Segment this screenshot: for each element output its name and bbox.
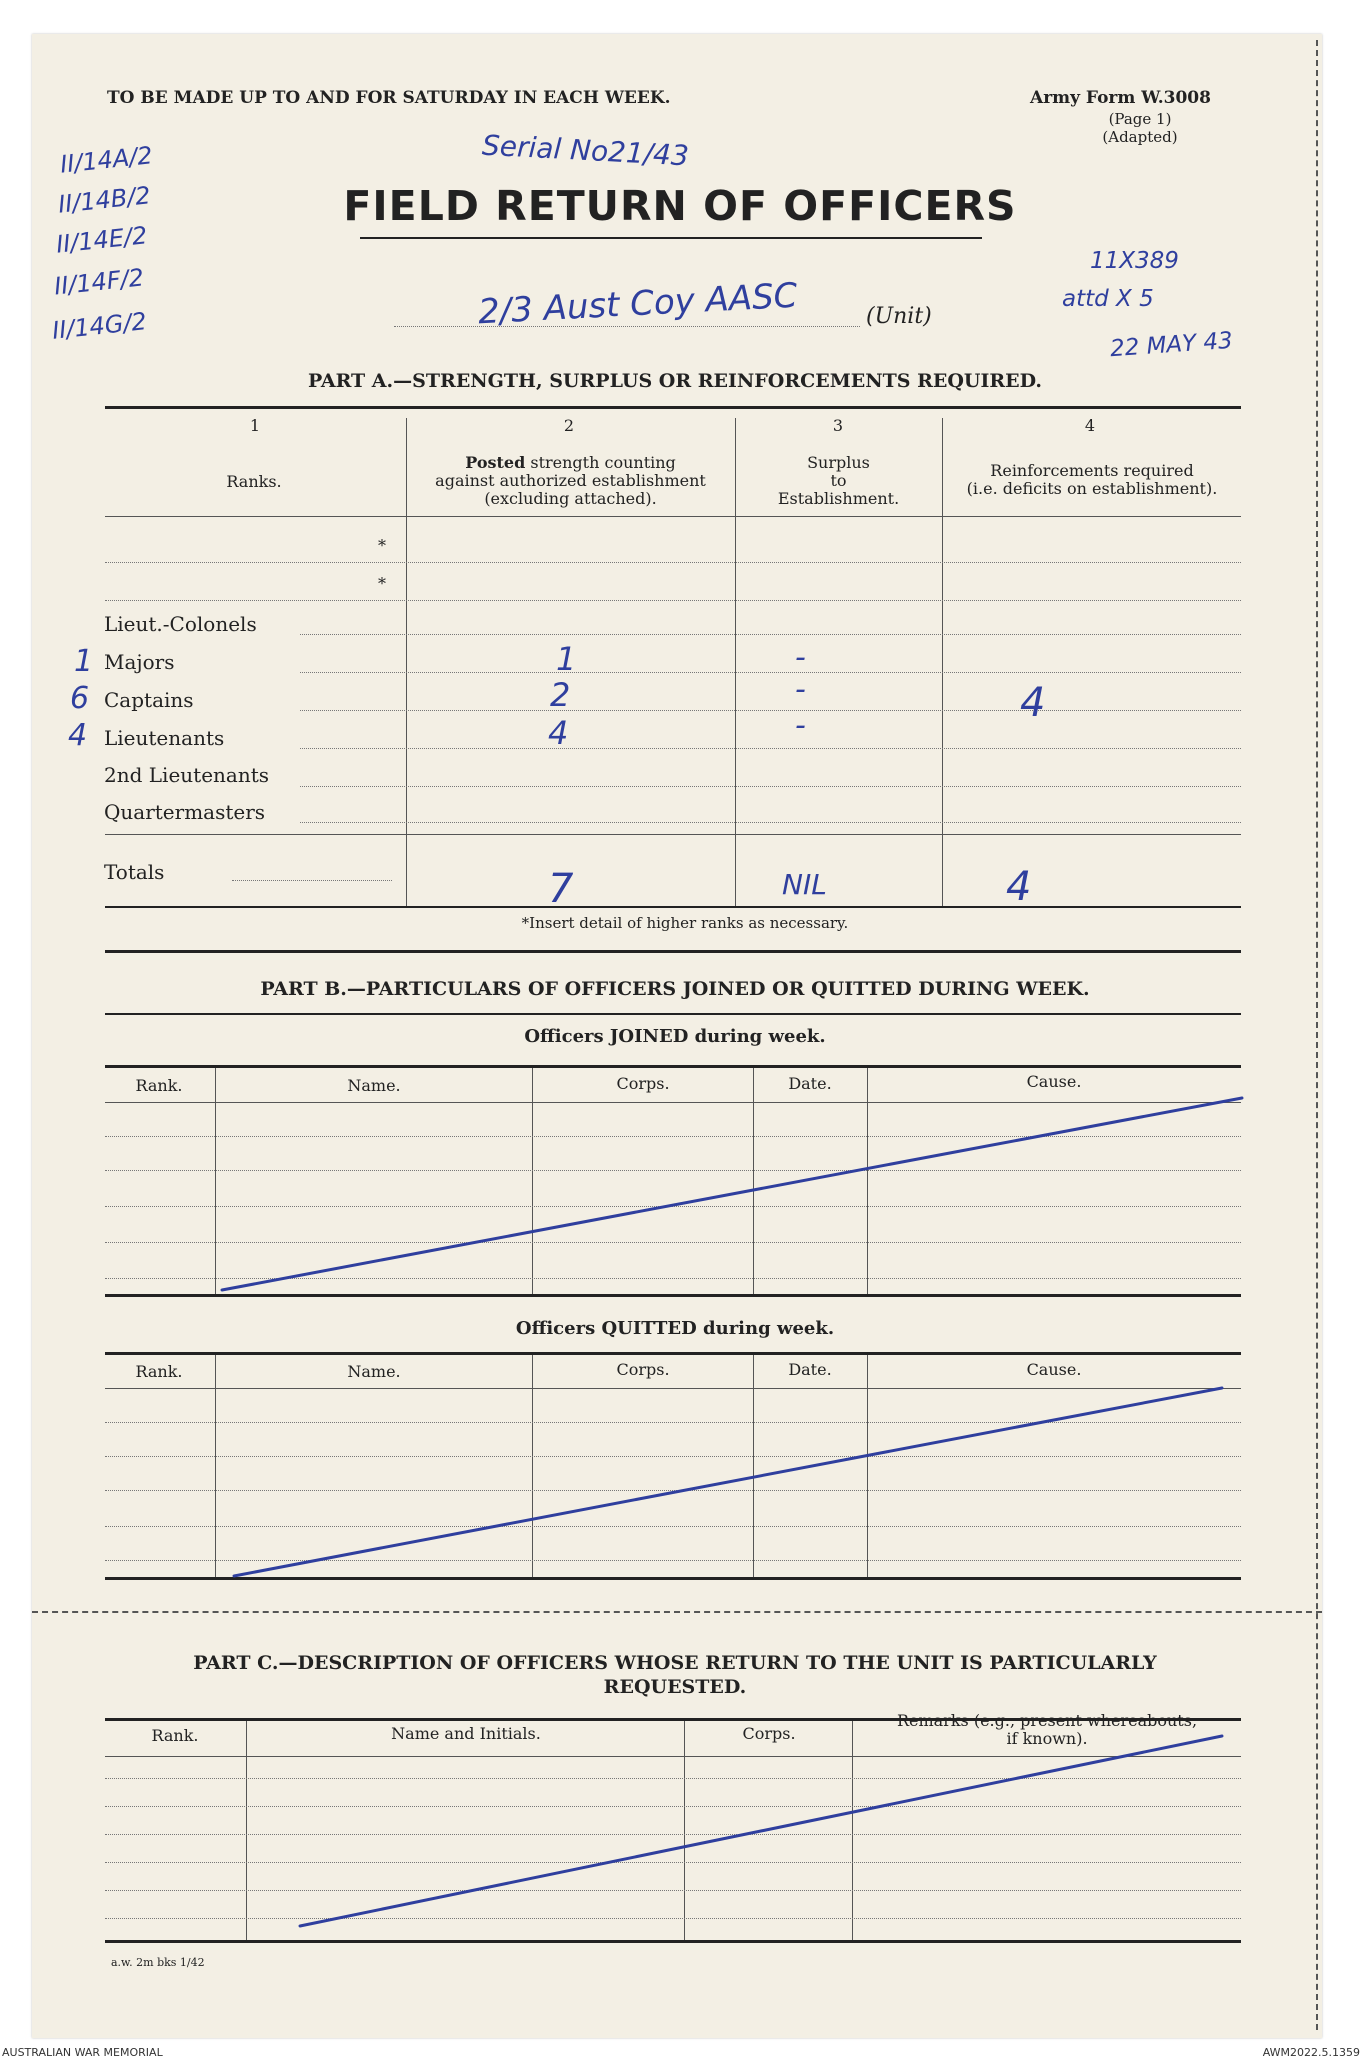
handwritten-c3-totals: NIL [782,868,827,901]
col3-header-line3: Establishment. [777,489,900,508]
handwritten-c2-totals: 7 [548,866,574,912]
joined-title: Officers JOINED during week. [524,1026,826,1047]
rank-lieutenants: Lieutenants [104,726,225,750]
part-a-footnote: *Insert detail of higher ranks as necessary. [521,914,849,932]
col-number-4: 4 [1084,416,1096,435]
col2-header-rest: strength counting [530,453,676,472]
form-adapted: (Adapted) [1102,128,1178,146]
instruction-text: TO BE MADE UP TO AND FOR SATURDAY IN EACH WEEK. [107,88,671,108]
rank-lieut-colonels: Lieut.-Colonels [104,612,257,636]
quitted-title: Officers QUITTED during week. [515,1318,835,1339]
part-c-strike-line [300,1736,1222,1926]
part-c-remarks-line2: if known). [1006,1729,1088,1748]
handwritten-c3-captains: - [795,672,806,707]
printer-mark: a.w. 2m bks 1/42 [111,1956,205,1969]
part-c-title-line2: REQUESTED. [603,1676,747,1698]
unit-label: (Unit) [866,304,932,329]
handwritten-margin-5: II/14G/2 [50,307,148,345]
col-number-3: 3 [832,416,844,435]
quitted-col-rank: Rank. [135,1362,183,1381]
part-b-title: PART B.—PARTICULARS OF OFFICERS JOINED OR QUITTED DURING WEEK. [260,978,1090,1000]
rank-captains: Captains [104,688,194,712]
handwritten-margin-2: II/14B/2 [56,181,152,219]
rank-2nd-lieutenants: 2nd Lieutenants [104,763,270,787]
quitted-col-date: Date. [788,1360,832,1379]
rank-quartermasters: Quartermasters [104,800,266,824]
part-c-col-name: Name and Initials. [391,1724,541,1743]
col3-header-line2: to [830,471,847,490]
handwritten-c3-majors: - [795,640,806,675]
col4-header-line1: Reinforcements required [990,461,1194,480]
handwritten-ref-2: attd X 5 [1062,286,1154,312]
joined-strike-line [222,1098,1242,1290]
part-c-title-line1: PART C.—DESCRIPTION OF OFFICERS WHOSE RETURN TO THE UNIT IS PARTICULARLY [193,1652,1157,1674]
joined-col-name: Name. [347,1076,401,1095]
handwritten-count-lieutenants: 4 [68,718,88,753]
col3-header-line1: Surplus [807,453,870,472]
handwritten-unit: 2/3 Aust Coy AASC [477,275,799,333]
handwritten-c3-lieutenants: - [795,708,806,743]
part-c-col-rank: Rank. [151,1726,199,1745]
joined-col-corps: Corps. [616,1074,670,1093]
col-number-1: 1 [249,416,261,435]
page-title: FIELD RETURN OF OFFICERS [343,182,1017,230]
col2-header-line2: against authorized establishment [435,471,706,490]
joined-col-rank: Rank. [135,1076,183,1095]
handwritten-margin-3: II/14E/2 [54,221,149,259]
star-mark-1: * [378,536,386,555]
col2-header-line3: (excluding attached). [484,489,657,508]
part-c-remarks-line1: Remarks (e.g., present whereabouts, [896,1711,1198,1730]
handwritten-c2-majors: 1 [556,640,577,678]
col-number-2: 2 [563,416,575,435]
handwritten-c2-captains: 2 [550,676,571,714]
handwritten-margin-1: II/14A/2 [58,141,154,179]
part-a-title: PART A.—STRENGTH, SURPLUS OR REINFORCEMENTS REQUIRED. [307,370,1043,392]
quitted-strike-line [234,1388,1222,1576]
ranks-header: Ranks. [226,472,282,491]
footer-accession: AWM2022.5.1359 [1262,2046,1360,2059]
joined-col-date: Date. [788,1074,832,1093]
part-c-col-corps: Corps. [742,1724,796,1743]
quitted-col-corps: Corps. [616,1360,670,1379]
joined-col-cause: Cause. [1026,1072,1082,1091]
col4-header-line2: (i.e. deficits on establishment). [966,479,1218,498]
handwritten-c2-lieutenants: 4 [548,714,569,752]
handwritten-ref-1: 11X389 [1090,248,1179,274]
quitted-col-name: Name. [347,1362,401,1381]
footer-credit: AUSTRALIAN WAR MEMORIAL [2,2046,163,2059]
form-name: Army Form W.3008 [1030,88,1211,108]
star-mark-2: * [378,574,386,593]
col2-header-bold: Posted [465,453,526,472]
handwritten-count-majors: 1 [74,644,94,679]
quitted-col-cause: Cause. [1026,1360,1082,1379]
handwritten-margin-4: II/14F/2 [52,263,146,301]
handwritten-c4-totals: 4 [1006,864,1032,910]
handwritten-c4-captains: 4 [1020,680,1046,726]
rank-majors: Majors [104,650,175,674]
handwritten-serial: Serial No21/43 [481,128,690,173]
totals-label: Totals [104,860,165,884]
form-page: (Page 1) [1108,110,1172,128]
handwritten-date: 22 MAY 43 [1109,327,1234,363]
handwritten-count-captains: 6 [70,681,90,716]
